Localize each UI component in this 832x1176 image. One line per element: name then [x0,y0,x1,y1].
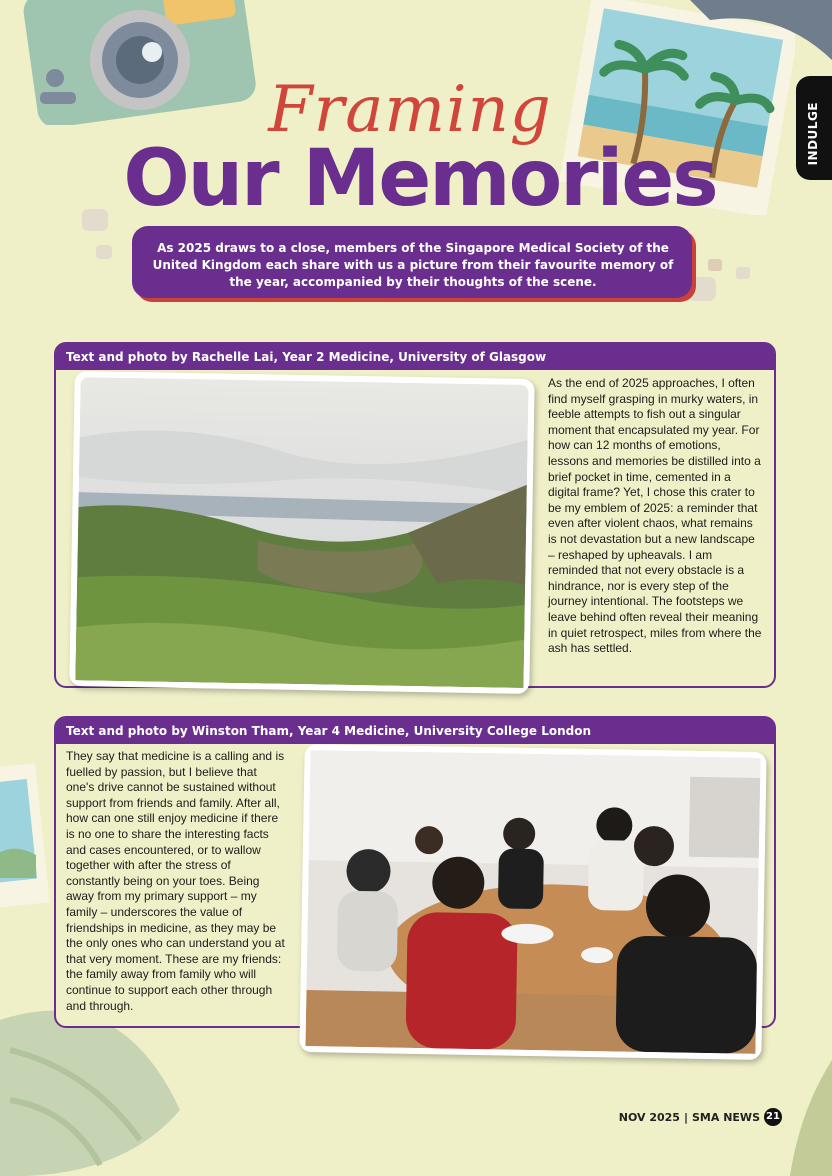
section-heading-bar [56,344,774,370]
camera-illustration [20,0,260,125]
page-number: 21 [764,1108,782,1126]
intro-text: As 2025 draws to a close, members of the Singapore Medical Society of the United Kingdom each share with us a picture from their favourite memory of the year, accompanied by their thoughts of the scene. [152,241,674,289]
friends-photo-frame [299,744,766,1060]
page-title: Our Memories [123,134,717,224]
title-script: Framing [268,73,552,147]
footer-publication: SMA NEWS [692,1110,760,1124]
section-2-text: They say that medicine is a calling and is fuelled by passion, but I believe that one's drive cannot be sustained without support from friends and family. After all, how can one still enjoy medicine if there is no one to share the interesting facts and cases encountered, or to wallow together with after the stress of constantly being on your toes. Being away from my primary support – my family – underscores the value of friendships in medicine, as they may be the only ones who can understand you at that very moment. These are my friends: the family away from family who will continue to support each other through and through. [66,749,285,1013]
film-strip-illustration [690,0,832,60]
leaf-illustration-right [790,1060,832,1176]
friends-photo [305,750,760,1054]
page-footer [619,1108,782,1126]
crater-photo-frame [69,371,534,694]
section-heading-bar [56,718,774,744]
stone-shapes-right [686,255,756,305]
side-photo-illustration [0,760,50,910]
section-tab-label: INDULGE [806,102,820,166]
crater-photo [75,377,528,688]
section-heading: Text and photo by Rachelle Lai, Year 2 Medicine, University of Glasgow [66,350,547,364]
section-1-text: As the end of 2025 approaches, I often find myself grasping in murky waters, in feeble attempts to fish out a singular moment that encapsulated my year. For how can 12 months of emotions, lessons and memories be distilled into a brief pocket in time, cemented in a digital frame? Yet, I chose this crater to be my emblem of 2025: a reminder that even after violent chaos, what remains is not devastation but a new landscape – reshaped by upheavals. I am reminded that not every obstacle is a hindrance, nor is every step of the journey intentional. The footsteps we leave behind often reveal their meaning in quiet retrospect, miles from where the ash has settled. [548,376,762,656]
section-heading: Text and photo by Winston Tham, Year 4 Medicine, University College London [66,724,591,738]
footer-divider: | [683,1110,688,1124]
section-tab [796,76,832,180]
footer-issue: NOV 2025 [618,1110,680,1124]
